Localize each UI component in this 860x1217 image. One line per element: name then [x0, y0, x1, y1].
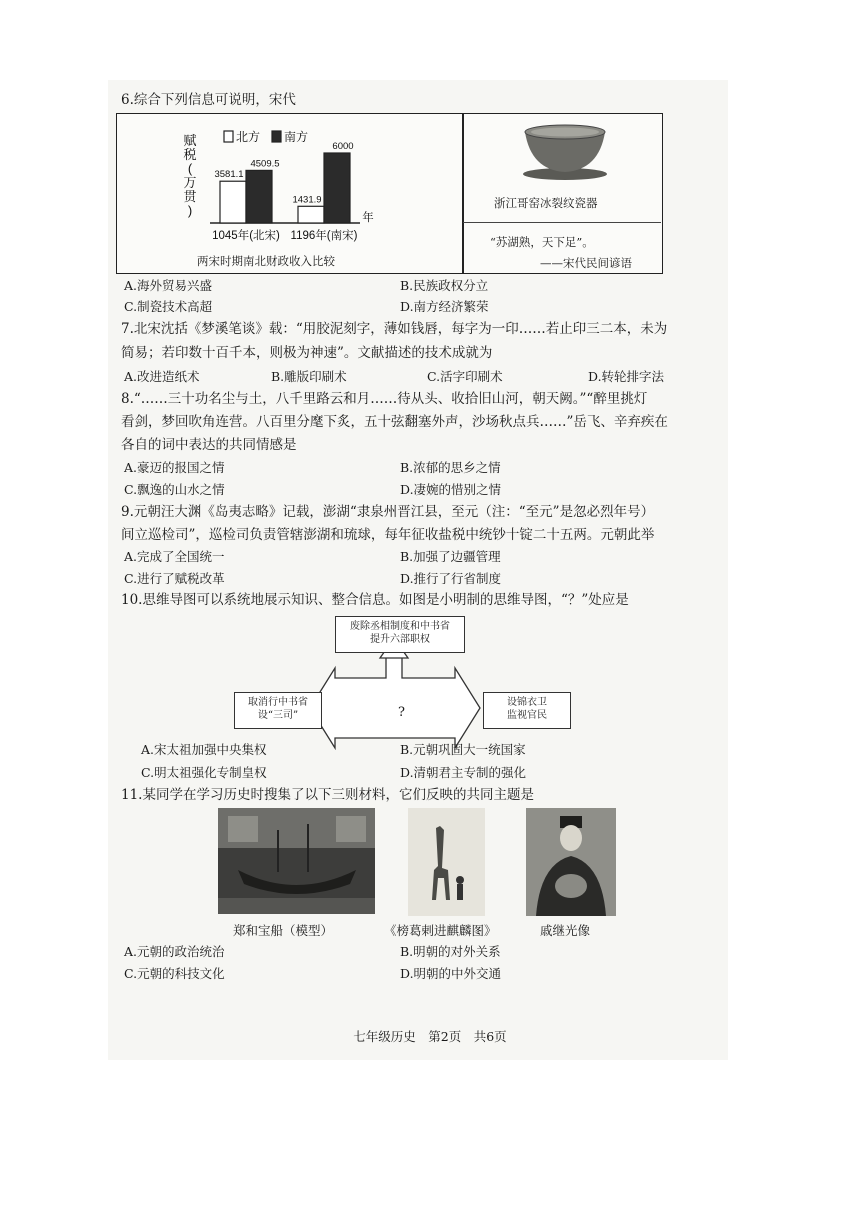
y-axis-label-char: 贯	[183, 189, 197, 204]
giraffe-painting	[408, 808, 485, 916]
x-tick-label: 1045年(北宋)	[212, 230, 280, 242]
porcelain-caption: 浙江哥窑冰裂纹瓷器	[494, 196, 598, 210]
q11-option-a[interactable]: A.元朝的政治统治	[124, 944, 225, 959]
q6-divider-horizontal	[463, 222, 661, 223]
q8-option-a[interactable]: A.豪迈的报国之情	[124, 460, 225, 475]
fiscal-bar-chart	[180, 125, 390, 255]
q10-option-b[interactable]: B.元朝巩固大一统国家	[400, 742, 526, 757]
y-axis-label-char: 赋	[183, 133, 197, 148]
q9-stem-line1: 9.元朝汪大渊《岛夷志略》记载，澎湖“隶泉州晋江县，至元（注：“至元”是忽必烈年号）	[121, 504, 655, 520]
giraffe-icon	[408, 808, 485, 916]
mind-map-question-mark: ?	[398, 705, 405, 720]
q6-option-a[interactable]: A.海外贸易兴盛	[124, 278, 213, 293]
bar-north-1	[298, 206, 324, 223]
mind-map-right-box	[483, 692, 571, 729]
ship-caption: 郑和宝船（模型）	[233, 923, 334, 938]
q7-option-d[interactable]: D.转轮排字法	[588, 369, 665, 384]
bar-value-label: 3581.1	[214, 169, 244, 181]
q6-divider	[462, 113, 464, 273]
q10-option-c[interactable]: C.明太祖强化专制皇权	[141, 765, 267, 780]
q8-option-b[interactable]: B.浓郁的思乡之情	[400, 460, 501, 475]
legend-label: 南方	[284, 130, 309, 144]
mind-map-left-line2: 设“三司”	[257, 710, 299, 721]
q6-option-d[interactable]: D.南方经济繁荣	[400, 299, 489, 314]
mind-map-top-line1: 废除丞相制度和中书省	[350, 621, 450, 632]
q10-option-d[interactable]: D.清朝君主专制的强化	[400, 765, 527, 780]
proverb-quote: “苏湖熟，天下足”。	[490, 235, 594, 249]
q9-stem-line2: 间立巡检司”，巡检司负责管辖澎湖和琉球，每年征收盐税中统钞十锭二十五两。元朝此举	[121, 527, 655, 543]
legend-label: 北方	[236, 130, 261, 144]
porcelain-bowl-image	[519, 122, 611, 182]
ship-model-icon	[218, 808, 375, 914]
q6-option-b[interactable]: B.民族政权分立	[400, 278, 489, 293]
q10-stem: 10.思维导图可以系统地展示知识、整合信息。如图是小明制的思维导图，“？”处应是	[121, 592, 629, 608]
giraffe-caption: 《榜葛剌进麒麟图》	[384, 923, 497, 938]
x-tick-label: 1196年(南宋)	[290, 230, 358, 242]
q9-option-a[interactable]: A.完成了全国统一	[124, 549, 225, 564]
q8-option-d[interactable]: D.凄婉的惜别之情	[400, 482, 502, 497]
y-axis-label-char: )	[187, 203, 193, 218]
legend-swatch-north	[224, 131, 233, 142]
proverb-source: ——宋代民间谚语	[540, 256, 632, 270]
q9-option-c[interactable]: C.进行了赋税改革	[124, 571, 225, 586]
q7-stem-line2: 简易；若印数十百千本，则极为神速”。文献描述的技术成就为	[121, 345, 493, 361]
x-axis-label: 年	[362, 212, 374, 224]
q6-option-c[interactable]: C.制瓷技术高超	[124, 299, 213, 314]
q8-stem-line1: 8.“……三十功名尘与土，八千里路云和月……待从头、收拾旧山河，朝天阙。”“醉里挑灯	[121, 391, 648, 407]
q10-option-a[interactable]: A.宋太祖加强中央集权	[141, 742, 267, 757]
mind-map-right-line1: 设锦衣卫	[507, 697, 547, 708]
mind-map-left-line1: 取消行中书省	[248, 697, 308, 708]
q6-stem: 6.综合下列信息可说明，宋代	[121, 92, 296, 108]
mind-map-top-box	[335, 616, 465, 653]
q7-stem-line1: 7.北宋沈括《梦溪笔谈》载：“用胶泥刻字，薄如钱唇，每字为一印……若止印三二本，未为	[121, 321, 668, 337]
qi-jiguang-portrait	[526, 808, 616, 916]
q7-option-b[interactable]: B.雕版印刷术	[271, 369, 347, 384]
y-axis-label-char: 万	[183, 175, 197, 190]
q8-stem-line3: 各自的词中表达的共同情感是	[121, 437, 297, 453]
q7-option-a[interactable]: A.改进造纸术	[124, 369, 200, 384]
q8-stem-line2: 看剑，梦回吹角连营。八百里分麾下炙，五十弦翻塞外声，沙场秋点兵……”岳飞、辛弃疾在	[121, 414, 668, 430]
bar-value-label: 4509.5	[250, 158, 280, 170]
q9-option-d[interactable]: D.推行了行省制度	[400, 571, 502, 586]
q7-option-c[interactable]: C.活字印刷术	[427, 369, 503, 384]
portrait-figure-icon	[526, 808, 616, 916]
q11-option-b[interactable]: B.明朝的对外关系	[400, 944, 501, 959]
mind-map-left-box	[234, 692, 322, 729]
bar-south-1	[324, 153, 350, 223]
treasure-ship-photo	[218, 808, 375, 914]
bar-north-0	[220, 181, 246, 223]
q11-option-d[interactable]: D.明朝的中外交通	[400, 966, 502, 981]
q11-option-c[interactable]: C.元朝的科技文化	[124, 966, 225, 981]
q11-stem: 11.某同学在学习历史时搜集了以下三则材料，它们反映的共同主题是	[121, 787, 534, 803]
bar-value-label: 1431.9	[292, 194, 322, 206]
bar-south-0	[246, 170, 272, 223]
y-axis-label-char: (	[187, 161, 193, 176]
q8-option-c[interactable]: C.飘逸的山水之情	[124, 482, 225, 497]
mind-map-right-line2: 监视官民	[507, 710, 547, 721]
chart-caption: 两宋时期南北财政收入比较	[197, 254, 335, 268]
portrait-caption: 戚继光像	[540, 923, 591, 938]
y-axis-label-char: 税	[183, 147, 197, 162]
mind-map-top-line2: 提升六部职权	[370, 634, 430, 645]
page-footer: 七年级历史 第2页 共6页	[353, 1029, 507, 1044]
q9-option-b[interactable]: B.加强了边疆管理	[400, 549, 501, 564]
legend-swatch-south	[272, 131, 281, 142]
bar-value-label: 6000	[332, 141, 354, 152]
